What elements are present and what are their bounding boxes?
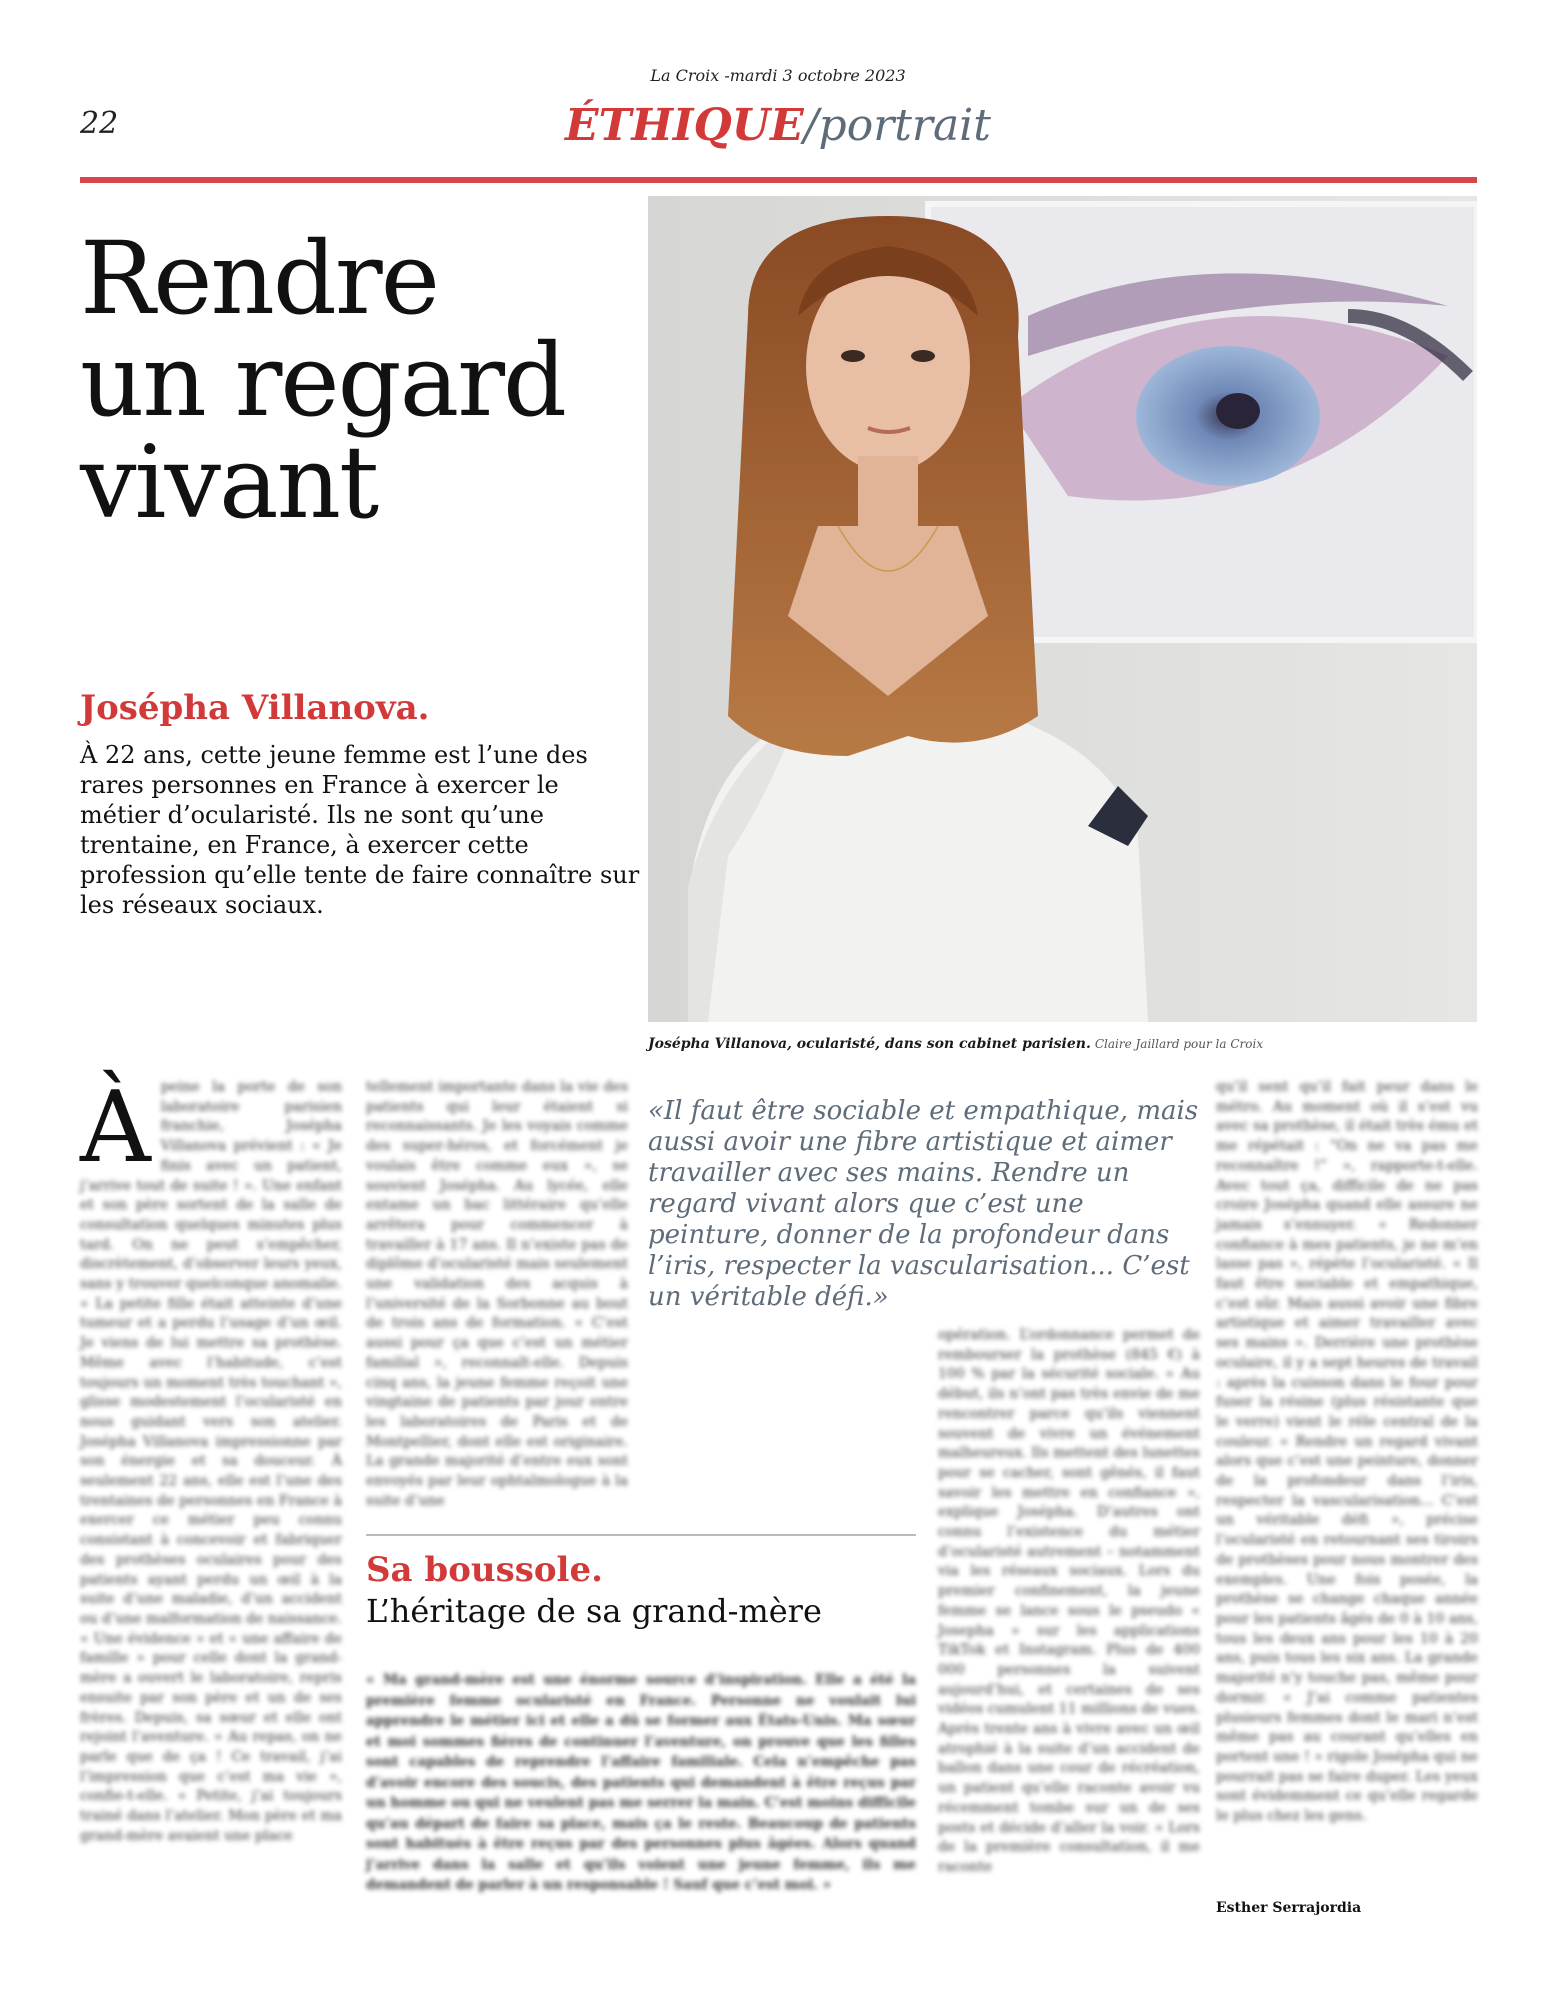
body-column-1	[80, 1071, 342, 1846]
subject-name: Josépha Villanova.	[80, 688, 430, 728]
rubric	[0, 100, 1556, 151]
box-kicker: Sa boussole.	[366, 1550, 603, 1590]
box-title: L’héritage de sa grand-mère	[366, 1592, 822, 1630]
drop-cap: À	[80, 1071, 151, 1185]
body-column-3: opération. L’ordonnance permet de rembourser la prothèse (845 €) à 100 % par la sécurité sociale. « Au début, ils n’ont pas très envie de me rencontrer parce qu’ils viennent souvent de vivre un événement malheureux. Ils mettent des lunettes pour se cacher, sont gênés, il faut savoir les mettre en confiance », explique Josépha. D’autres ont connu l’existence du métier d’ocularisté autrement – notamment via les réseaux sociaux. Lors du premier confinement, la jeune femme se lance sous le pseudo « Josepha » sur les applications TikTok et Instagram. Plus de 400 000 personnes la suivent aujourd’hui, et certaines de ses vidéos cumulent 11 millions de vues. Après trente ans à vivre avec un œil atrophié à la suite d’un accident de ballon dans une cour de récréation, un patient qu’elle raconte avoir vu récemment tombe sur un de ses posts et décide d’aller la voir. « Lors de la première consultation, il me raconte	[938, 1327, 1200, 1875]
rubric-sub: /portrait	[803, 100, 991, 151]
author-signature: Esther Serrajordia	[1216, 1900, 1362, 1916]
body-text-1: peine la porte de son laboratoire parisien franchie, Josépha Villanova prévient : « Je finis avec un patient, j’arrive tout de suite ! ». Une enfant et son père sortent de la salle de consultation quelques minutes plus tard. On ne peut s’empêcher, discrètement, d’observer leurs yeux, sans y trouver quelconque anomalie. « La petite fille était atteinte d’une tumeur et a perdu l’usage d’un œil. Je viens de lui mettre sa prothèse. Même avec l’habitude, c’est toujours un moment très touchant », glisse modestement l’ocularisté en nous guidant vers son atelier. Josépha Villanova impressionne par son énergie et sa douceur. À seulement 22 ans, elle est l’une des trentaines de personnes en France à exercer ce métier peu connu consistant à concevoir et fabriquer des prothèses oculaires pour des patients ayant perdu un œil à la suite d’une maladie, d’un accident ou d’une malformation de naissance. « Une évidence » et « une affaire de famille » pour celle dont la grand-mère a ouvert le laboratoire, repris ensuite par son père et un de ses frères. Depuis, sa sœur et elle ont rejoint l’aventure. « Au repas, on ne parle que de ça ! Ce travail, j’ai l’impression que c’est ma vie », confie-t-elle. « Petite, j’ai toujours trainé dans l’atelier. Mon père et ma grand-mère avaient une place	[80, 1079, 342, 1844]
photo-credit: Claire Jaillard pour la Croix	[1094, 1037, 1264, 1051]
body-column-2: tellement importante dans la vie des patients qui leur étaient si reconnaissants. Je les voyais comme des super-héros, et forcément je voulais être comme eux », se souvient Josépha. Au lycée, elle entame un bac littéraire qu’elle arrêtera pour commencer à travailler à 17 ans. Il n’existe pas de diplôme d’ocularisté mais seulement une validation des acquis à l’université de la Sorbonne au bout de trois ans de formation. « C’est aussi pour ça que c’est un métier familial », reconnaît-elle. Depuis cinq ans, la jeune femme reçoit une vingtaine de patients par jour entre les laboratoires de Paris et de Montpellier, dont elle est originaire. La grande majorité d’entre eux sont envoyés par leur ophtalmologue à la suite d’une	[366, 1079, 628, 1509]
headline-line-1: Rendre	[80, 220, 438, 337]
box-separator	[366, 1534, 916, 1536]
lede: À 22 ans, cette jeune femme est l’une des rares personnes en France à exercer le métier d’ocularisté. Ils ne sont qu’une trentaine, en France, à exercer cette profession qu’elle tente de faire connaître sur les réseaux sociaux.	[80, 741, 640, 919]
pull-quote: «Il faut être sociable et empathique, mais aussi avoir une fibre artistique et aimer travailler avec ses mains. Rendre un regard vivant alors que c’est une peinture, donner de la profondeur dans l’iris, respecter la vascularisation... C’est un véritable défi.»	[648, 1096, 1199, 1312]
portrait-illustration	[648, 196, 1477, 1022]
rubric-main: ÉTHIQUE	[565, 100, 804, 151]
dateline: La Croix -mardi 3 octobre 2023	[650, 66, 906, 85]
caption-text: Josépha Villanova, ocularisté, dans son cabinet parisien.	[648, 1036, 1091, 1052]
box-body: « Ma grand-mère est une énorme source d’inspiration. Elle a été la première femme ocularisté en France. Personne ne voulait lui apprendre le métier ici et elle a dû se former aux États-Unis. Ma sœur et moi sommes fières de continuer l’aventure, on prouve que les filles sont capables de reprendre l’affaire familiale. Cela n’empêche pas d’avoir encore des soucis, des patients qui demandent à être reçus par un homme ou qui ne veulent pas me serrer la main. C’est moins difficile qu’au départ de faire sa place, mais ça le reste. Beaucoup de patients sont habitués à être reçus par des personnes plus âgées. Alors quand j’arrive dans la salle et qu’ils voient une jeune femme, ils me demandent de parler à un responsable ! Sauf que c’est moi. »	[366, 1672, 916, 1893]
page-number: 22	[80, 106, 119, 141]
body-column-4: qu’il sent qu’il fait peur dans le métro. Au moment où il s’est vu avec sa prothèse, il était très ému et me répétait : “On ne va pas me reconnaître !” », rapporte-t-elle. Avec tout ça, difficile de ne pas croire Josépha quand elle assure ne jamais s’ennuyer. « Redonner confiance à mes patients, je ne m’en lasse pas », répète l’ocularisté. « Il faut être sociable et empathique, c’est sûr. Mais aussi avoir une fibre artistique et aimer travailler avec ses mains ». Derrière une prothèse oculaire, il y a sept heures de travail : après la cuisson dans le four pour fuser la résine (plus résistante que le verre) vient le réle central de la couleur. « Rendre un regard vivant alors que c’est une peinture, donner de la profondeur dans l’iris, respecter la vascularisation... C’est un véritable défi », précise l’ocularisté en retournant ses tiroirs de prothèses pour nous montrer des exemples. Une fois posée, la prothèse se change chaque année pour les patients âgés de 0 à 10 ans, tous les deux ans pour les 10 à 20 ans, puis tous les six ans. La grande majorité n’y touche pas, même pour dormir. « J’ai comme patientes plusieurs femmes dont le mari n’est même pas au courant qu’elles en portent une ! » rigole Josépha qui ne pourrait pas se faire duper. Les yeux sont évidemment ce qu’elle regarde le plus chez les gens.	[1216, 1079, 1478, 1825]
header-rule	[80, 177, 1477, 183]
headline-line-2: un regard	[80, 322, 566, 439]
headline	[80, 220, 640, 541]
photo-caption	[648, 1036, 1477, 1052]
headline-line-3: vivant	[80, 424, 378, 541]
portrait-photo	[648, 196, 1477, 1022]
